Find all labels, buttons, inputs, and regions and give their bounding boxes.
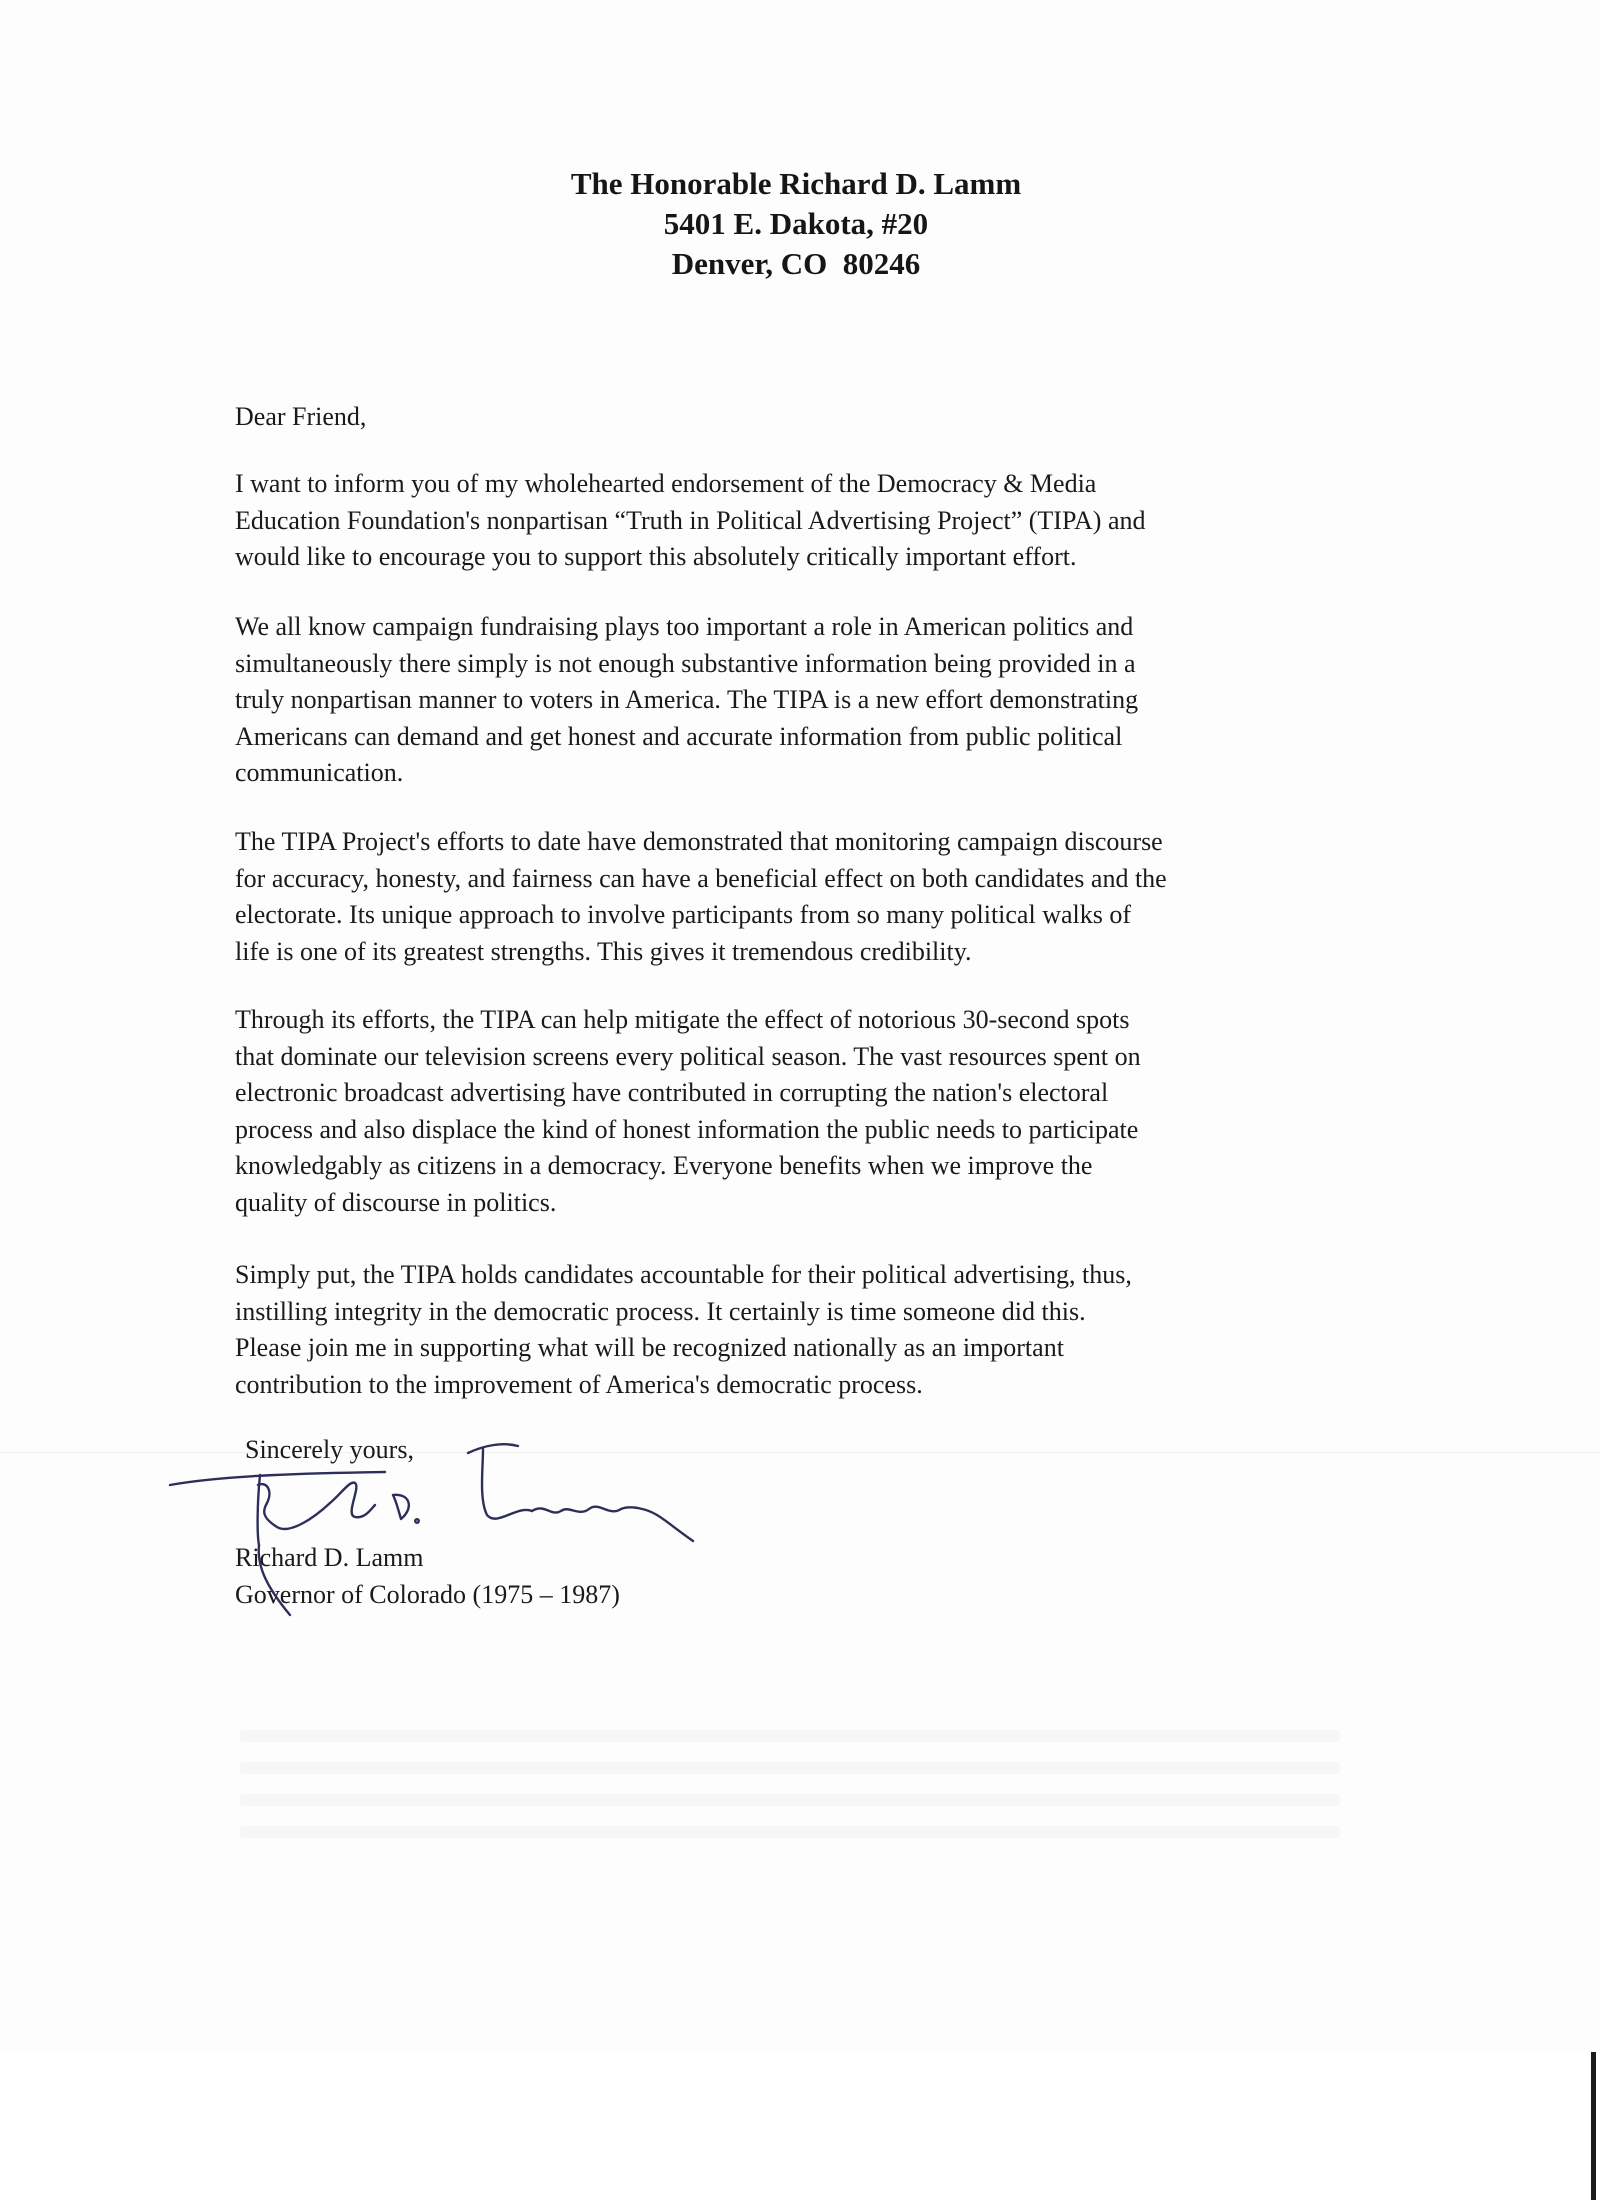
handwritten-signature bbox=[165, 1425, 765, 1640]
paragraph-4: Through its efforts, the TIPA can help mitigate the effect of notorious 30-second spots that dominate our television screens every political season. The vast resources spent on electronic broadcast advertising have contributed in corrupting the nation's electoral process and also displace the kind of honest information the public needs to participate knowledgably as citizens in a democracy. Everyone benefits when we improve the quality of discourse in politics. bbox=[235, 1005, 1141, 1217]
letterhead-name: The Honorable Richard D. Lamm bbox=[570, 166, 1022, 201]
salutation: Dear Friend, bbox=[235, 402, 367, 431]
scan-bottom-margin bbox=[0, 2054, 1600, 2200]
paragraph-1: I want to inform you of my wholehearted endorsement of the Democracy & Media Education Foundation's nonpartisan “Truth in Political Advertising Project” (TIPA) and would like to encourage you to support this absolutely critically important effort. bbox=[235, 469, 1146, 571]
scan-edge-shadow bbox=[1591, 2052, 1596, 2200]
signer-title: Governor of Colorado (1975 – 1987) bbox=[235, 1580, 620, 1609]
paragraph-2: We all know campaign fundraising plays too important a role in American politics and simultaneously there simply is not enough substantive information being provided in a truly nonpartisan manner to voters in America. The TIPA is a new effort demonstrating Americans can demand and get honest and accurate information from public political communication. bbox=[235, 612, 1139, 787]
letterhead bbox=[0, 164, 1592, 284]
letterhead-address-line1: 5401 E. Dakota, #20 bbox=[663, 206, 929, 241]
faint-bleed-through bbox=[240, 1730, 1340, 1880]
closing: Sincerely yours, bbox=[245, 1435, 414, 1464]
letterhead-address-line2: Denver, CO 80246 bbox=[671, 246, 921, 281]
paragraph-3: The TIPA Project's efforts to date have demonstrated that monitoring campaign discourse for accuracy, honesty, and fairness can have a beneficial effect on both candidates and the electorate. Its unique approach to involve participants from so many political walks of life is one of its greatest strengths. This gives it tremendous credibility. bbox=[235, 827, 1167, 966]
signer-name: Richard D. Lamm bbox=[235, 1543, 424, 1572]
paragraph-5: Simply put, the TIPA holds candidates accountable for their political advertising, thus, instilling integrity in the democratic process. It certainly is time someone did this. Please join me in supporting what will be recognized nationally as an important contribution to the improvement of America's democratic process. bbox=[235, 1260, 1132, 1399]
